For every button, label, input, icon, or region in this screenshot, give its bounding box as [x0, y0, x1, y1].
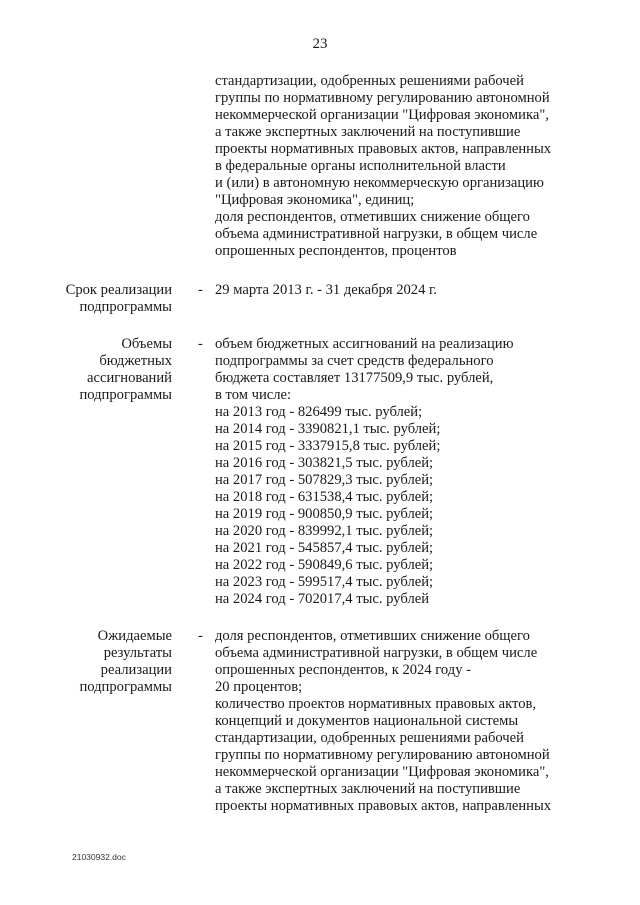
continuation-line: а также экспертных заключений на поступившие: [215, 124, 521, 140]
budget-year-line: на 2018 год - 631538,4 тыс. рублей;: [215, 489, 434, 505]
continuation-line: группы по нормативному регулированию автономной: [215, 90, 550, 106]
results-label-line: Ожидаемые: [97, 628, 172, 644]
continuation-line: в федеральные органы исполнительной власти: [215, 158, 506, 174]
results-value-line: опрошенных респондентов, к 2024 году -: [215, 662, 472, 678]
budget-year-line: на 2016 год - 303821,5 тыс. рублей;: [215, 455, 434, 471]
results-dash: -: [198, 628, 203, 644]
continuation-line: доля респондентов, отметивших снижение общего: [215, 209, 530, 225]
results-value-line: концепций и документов национальной системы: [215, 713, 519, 729]
budget-label-line: ассигнований: [87, 370, 172, 386]
results-label-line: результаты: [103, 645, 172, 661]
results-value-line: стандартизации, одобренных решениями рабочей: [215, 730, 524, 746]
budget-label-line: Объемы: [121, 336, 172, 352]
results-label-line: реализации: [100, 662, 172, 678]
page-number: 23: [312, 36, 328, 52]
budget-year-line: на 2023 год - 599517,4 тыс. рублей;: [215, 574, 434, 590]
footer-filename: 21030932.doc: [72, 852, 126, 862]
results-value-line: некоммерческой организации "Цифровая экономика",: [215, 764, 549, 780]
term-label-line: подпрограммы: [79, 299, 172, 315]
budget-year-line: на 2014 год - 3390821,1 тыс. рублей;: [215, 421, 441, 437]
budget-year-line: на 2021 год - 545857,4 тыс. рублей;: [215, 540, 434, 556]
term-label: [0, 282, 172, 316]
term-value: [215, 282, 437, 299]
budget-year-line: на 2015 год - 3337915,8 тыс. рублей;: [215, 438, 441, 454]
term-value-line: 29 марта 2013 г. - 31 декабря 2024 г.: [215, 282, 438, 298]
continuation-line: проекты нормативных правовых актов, направленных: [215, 141, 552, 157]
budget-year-line: на 2020 год - 839992,1 тыс. рублей;: [215, 523, 434, 539]
results-label: [0, 628, 172, 696]
continuation-line: стандартизации, одобренных решениями рабочей: [215, 73, 524, 89]
budget-value-line: объем бюджетных ассигнований на реализацию: [215, 336, 514, 352]
continuation-line: некоммерческой организации "Цифровая экономика",: [215, 107, 549, 123]
budget-value-line: подпрограммы за счет средств федерального: [215, 353, 494, 369]
budget-year-line: на 2019 год - 900850,9 тыс. рублей;: [215, 506, 434, 522]
budget-year-line: на 2022 год - 590849,6 тыс. рублей;: [215, 557, 434, 573]
continuation-line: объема административной нагрузки, в общем числе: [215, 226, 538, 242]
results-value-line: объема административной нагрузки, в общем числе: [215, 645, 538, 661]
budget-year-line: на 2017 год - 507829,3 тыс. рублей;: [215, 472, 434, 488]
budget-year-line: на 2013 год - 826499 тыс. рублей;: [215, 404, 423, 420]
continuation-block: [215, 73, 551, 260]
results-value-line: количество проектов нормативных правовых актов,: [215, 696, 537, 712]
results-value-line: доля респондентов, отметивших снижение общего: [215, 628, 530, 644]
results-value-line: группы по нормативному регулированию автономной: [215, 747, 550, 763]
budget-value-line: в том числе:: [215, 387, 292, 403]
results-value-line: 20 процентов;: [215, 679, 303, 695]
continuation-line: опрошенных респондентов, процентов: [215, 243, 457, 259]
results-value: [215, 628, 551, 815]
budget-dash: -: [198, 336, 203, 352]
budget-label: [0, 336, 172, 404]
budget-year-line: на 2024 год - 702017,4 тыс. рублей: [215, 591, 430, 607]
budget-label-line: бюджетных: [99, 353, 172, 369]
continuation-line: "Цифровая экономика", единиц;: [215, 192, 415, 208]
term-dash: -: [198, 282, 203, 298]
budget-value-line: бюджета составляет 13177509,9 тыс. рублей,: [215, 370, 494, 386]
budget-label-line: подпрограммы: [79, 387, 172, 403]
budget-value: [215, 336, 514, 608]
results-label-line: подпрограммы: [79, 679, 172, 695]
term-label-line: Срок реализации: [65, 282, 172, 298]
results-value-line: а также экспертных заключений на поступившие: [215, 781, 521, 797]
results-value-line: проекты нормативных правовых актов, направленных: [215, 798, 552, 814]
continuation-line: и (или) в автономную некоммерческую организацию: [215, 175, 544, 191]
